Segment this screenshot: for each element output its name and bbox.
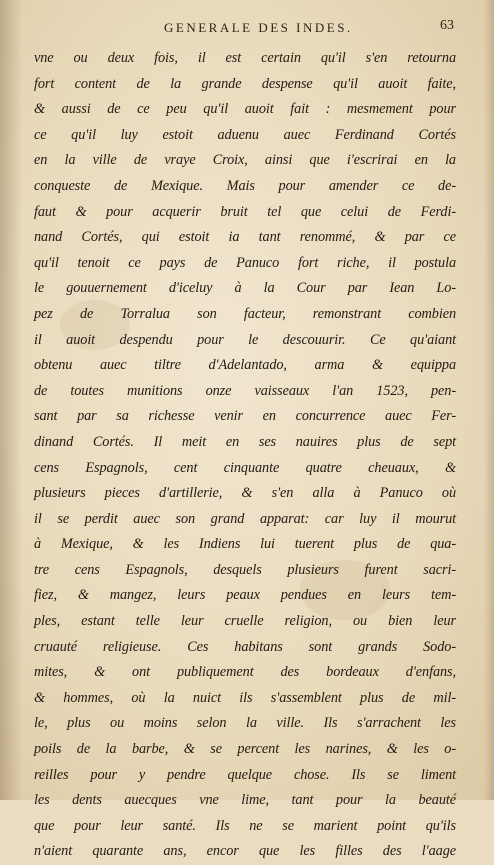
text-line: conqueste de Mexique. Mais pour amender ce de-: [34, 177, 456, 194]
text-line: faut & pour acquerir bruit tel que celui de Ferdi-: [34, 203, 456, 220]
text-line: ce qu'il luy estoit aduenu auec Ferdinand Cortés: [34, 126, 456, 143]
text-line: plusieurs pieces d'artillerie, & s'en alla à Panuco où: [34, 485, 456, 502]
text-line: mites, & ont publiquement des bordeaux d'enfans,: [34, 664, 456, 681]
text-line: poils de la barbe, & se percent les narines, & les o-: [34, 741, 456, 758]
text-line: à Mexique, & les Indiens lui tuerent plus de qua-: [34, 536, 456, 553]
text-line: n'aient quarante ans, encor que les filles des l'aage: [34, 843, 456, 860]
text-line: & aussi de ce peu qu'il auoit fait : mesmement pour: [34, 101, 456, 118]
gutter-shadow: [0, 0, 22, 800]
text-line: en la ville de vraye Croix, ainsi que i'escrirai en la: [34, 152, 456, 169]
text-line: le gouuernement d'iceluy à la Cour par Iean Lo-: [34, 280, 456, 297]
text-line: obtenu auec tiltre d'Adelantado, arma & equippa: [34, 357, 456, 374]
text-line: reilles pour y pendre quelque chose. Ils se liment: [34, 766, 456, 783]
text-line: cruauté religieuse. Ces habitans sont grands Sodo-: [34, 638, 456, 655]
text-line: fiez, & mangez, leurs peaux pendues en leurs tem-: [34, 587, 456, 604]
text-line: qu'il tenoit ce pays de Panuco fort riche, il postula: [34, 254, 456, 271]
text-line: que pour leur santé. Ils ne se marient point qu'ils: [34, 817, 456, 834]
body-text: [34, 46, 456, 865]
text-line: fort content de la grande despense qu'il auoit faite,: [34, 75, 456, 92]
text-line: il auoit despendu pour le descouurir. Ce qu'aiant: [34, 331, 456, 348]
text-line: dinand Cortés. Il meit en ses nauires plus de sept: [34, 433, 456, 450]
page-number: 63: [440, 18, 454, 33]
text-line: & hommes, où la nuict ils s'assemblent plus de mil-: [34, 689, 456, 706]
text-line: cens Espagnols, cent cinquante quatre cheuaux, &: [34, 459, 456, 476]
text-line: les dents auecques vne lime, tant pour la beauté: [34, 792, 456, 809]
page-header: [34, 18, 454, 38]
text-line: de toutes munitions onze vaisseaux l'an 1523, pen-: [34, 382, 456, 399]
page-edge-shadow: [484, 0, 494, 800]
text-line: le, plus ou moins selon la ville. Ils s'arrachent les: [34, 715, 456, 732]
text-line: il se perdit auec son grand apparat: car luy il mourut: [34, 510, 456, 527]
text-line: tre cens Espagnols, desquels plusieurs furent sacri-: [34, 561, 456, 578]
text-line: sant par sa richesse venir en concurrence auec Fer-: [34, 408, 456, 425]
text-line: pez de Torralua son facteur, remonstrant combien: [34, 305, 456, 322]
text-line: ples, estant telle leur cruelle religion, ou bien leur: [34, 613, 456, 630]
running-title: GENERALE DES INDES.: [164, 20, 353, 35]
text-line: vne ou deux fois, il est certain qu'il s'en retourna: [34, 50, 456, 66]
text-line: nand Cortés, qui estoit ia tant renommé, & par ce: [34, 229, 456, 246]
